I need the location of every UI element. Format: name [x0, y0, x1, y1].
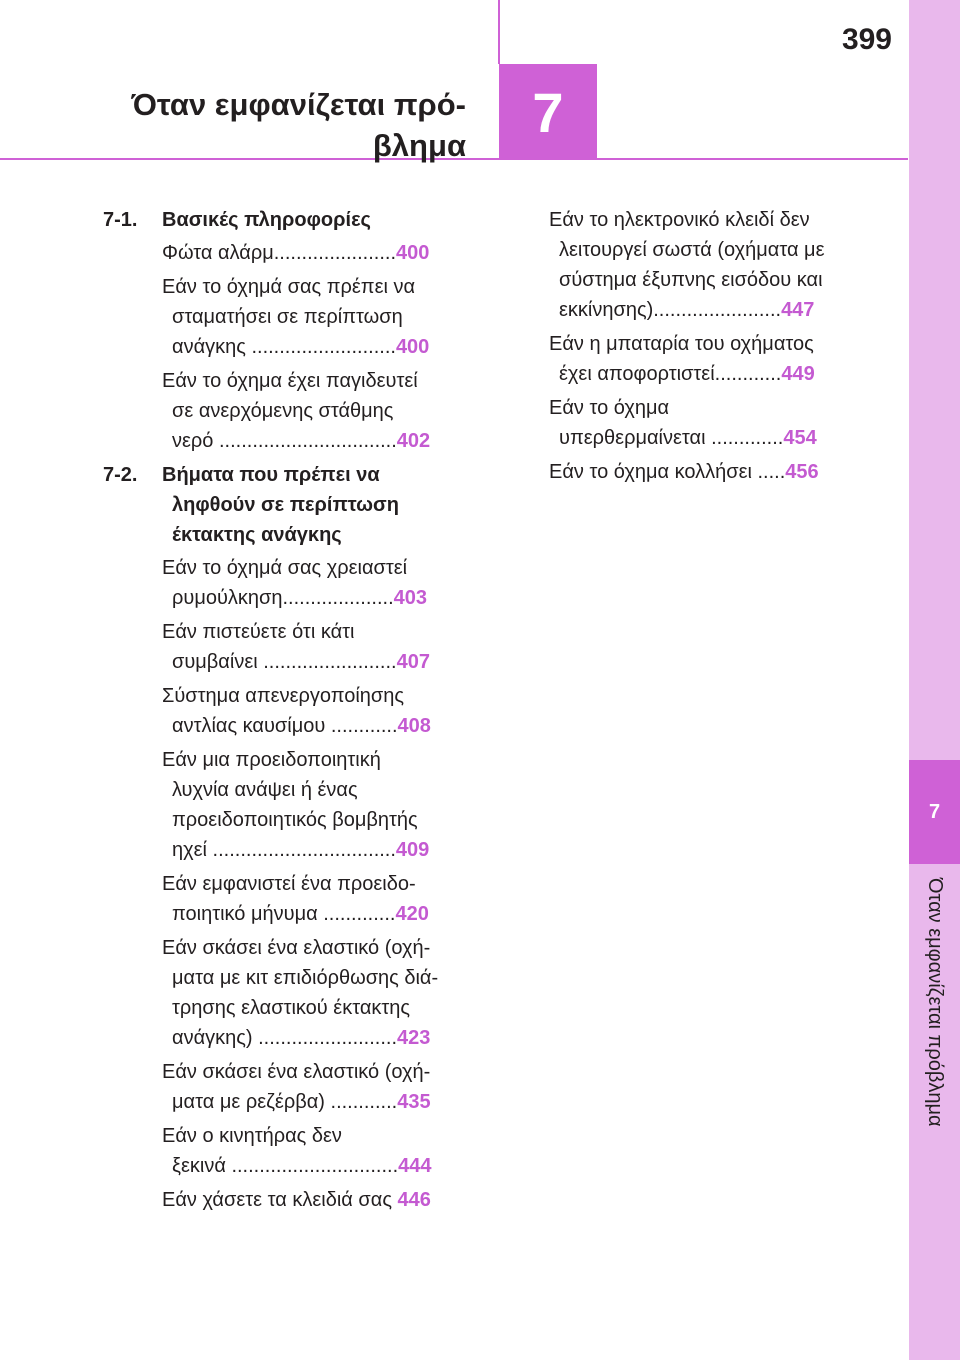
- toc-leader-dots: ............: [330, 1091, 398, 1113]
- toc-entry-text: ανάγκης: [172, 336, 252, 358]
- toc-entry-text: εκκίνησης): [559, 299, 654, 321]
- toc-entry-text: ηχεί: [172, 839, 213, 861]
- toc-entry-text: Εάν το όχημα κολλήσει: [549, 461, 758, 483]
- toc-entry-text: ανάγκης): [172, 1027, 259, 1049]
- toc-page-link[interactable]: 446: [397, 1189, 431, 1211]
- toc-page-link[interactable]: 403: [393, 587, 428, 609]
- toc-section-title: Βήματα που πρέπει να ληφθούν σε περίπτωση έκτακτης ανάγκης: [162, 464, 399, 546]
- toc-page-link[interactable]: 444: [398, 1155, 432, 1177]
- toc-entry-text: Εάν το όχημά σας χρειαστεί: [162, 557, 408, 579]
- toc-entry[interactable]: [162, 745, 463, 865]
- toc-left-column: [103, 205, 463, 1219]
- toc-entry[interactable]: [162, 617, 463, 677]
- toc-entry-text: Εάν το όχημα: [549, 397, 670, 419]
- toc-leader-dots: ................................: [218, 430, 397, 452]
- toc-section-heading: [103, 460, 463, 550]
- toc-entry-text: Εάν το ηλεκτρονικό κλειδί δεν: [549, 209, 810, 231]
- toc-entry-text: νερό: [172, 430, 219, 452]
- toc-entry-text: Εάν μια προειδοποιητική: [162, 749, 381, 771]
- toc-page-link[interactable]: 420: [395, 903, 429, 925]
- toc-entry-text: Εάν εμφανιστεί ένα προειδο-: [162, 873, 416, 895]
- toc-entry-text: ποιητικό μήνυμα: [172, 903, 324, 925]
- toc-leader-dots: .................................: [212, 839, 396, 861]
- toc-entry[interactable]: [549, 457, 849, 487]
- toc-entry[interactable]: [549, 205, 849, 325]
- toc-section-number: 7-1.: [103, 209, 138, 231]
- header-divider: [498, 0, 500, 64]
- toc-leader-dots: .....: [757, 461, 786, 483]
- toc-page-link[interactable]: 402: [396, 430, 431, 452]
- chapter-side-label: Όταν εμφανίζεται πρόβλημα: [924, 878, 946, 1127]
- toc-section-number: 7-2.: [103, 464, 138, 486]
- chapter-number-box: 7: [499, 64, 597, 160]
- toc-entry-text: υπερθερμαίνεται: [559, 427, 712, 449]
- toc-entry-text: αντλίας καυσίμου: [172, 715, 331, 737]
- toc-entry[interactable]: [549, 329, 849, 389]
- toc-entry[interactable]: [162, 553, 463, 613]
- toc-entry-text: έχει αποφορτιστεί: [559, 363, 715, 385]
- toc-leader-dots: ............: [714, 363, 782, 385]
- toc-page-link[interactable]: 456: [785, 461, 819, 483]
- toc-leader-dots: .......................: [653, 299, 782, 321]
- toc-entry[interactable]: [162, 681, 463, 741]
- toc-entry-text: σύστημα έξυπνης εισόδου και: [559, 269, 823, 291]
- toc-section-title: Βασικές πληροφορίες: [162, 209, 371, 231]
- toc-leader-dots: ............: [330, 715, 398, 737]
- toc-section-heading: [103, 205, 463, 235]
- toc-entry-text: ρυμούλκηση: [172, 587, 283, 609]
- chapter-title: [40, 84, 466, 166]
- toc-entry-text: Φώτα αλάρμ: [162, 242, 274, 264]
- toc-entry[interactable]: [162, 1057, 463, 1117]
- chapter-title-line-2: βλημα: [372, 128, 466, 163]
- chapter-title-line-1: Όταν εμφανίζεται πρό-: [131, 87, 466, 122]
- toc-entry-text: σε ανερχόμενης στάθμης: [172, 400, 394, 422]
- toc-right-column: [549, 205, 849, 491]
- chapter-side-tab: 7: [909, 760, 960, 864]
- toc-page-link[interactable]: 449: [781, 363, 815, 385]
- toc-entry[interactable]: [549, 393, 849, 453]
- toc-entry-text: σταματήσει σε περίπτωση: [172, 306, 403, 328]
- toc-entry-text: λυχνία ανάψει ή ένας: [172, 779, 358, 801]
- toc-entry-text: Εάν πιστεύετε ότι κάτι: [162, 621, 355, 643]
- toc-entry-text: συμβαίνει: [172, 651, 264, 673]
- toc-entry[interactable]: [162, 1185, 463, 1215]
- toc-entry[interactable]: [162, 366, 463, 456]
- toc-entry[interactable]: [162, 272, 463, 362]
- toc-leader-dots: ..........................: [251, 336, 396, 358]
- toc-entry-text: Σύστημα απενεργοποίησης: [162, 685, 405, 707]
- toc-page-link[interactable]: 423: [397, 1027, 431, 1049]
- toc-page-link[interactable]: 447: [781, 299, 815, 321]
- toc-entry-text: τρησης ελαστικού έκτακτης: [172, 997, 411, 1019]
- toc-leader-dots: ....................: [282, 587, 394, 609]
- toc-leader-dots: ......................: [273, 242, 396, 264]
- toc-leader-dots: ........................: [263, 651, 397, 673]
- toc-page-link[interactable]: 435: [397, 1091, 431, 1113]
- toc-entry-text: Εάν σκάσει ένα ελαστικό (οχή-: [162, 937, 431, 959]
- page-number: 399: [841, 23, 892, 56]
- toc-leader-dots: .........................: [258, 1027, 398, 1049]
- toc-entry[interactable]: [162, 933, 463, 1053]
- toc-entry-text: Εάν σκάσει ένα ελαστικό (οχή-: [162, 1061, 431, 1083]
- toc-entry-text: Εάν χάσετε τα κλειδιά σας: [162, 1189, 398, 1211]
- toc-entry-text: Εάν το όχημα έχει παγιδευτεί: [162, 370, 418, 392]
- toc-entry-text: ματα με ρεζέρβα): [172, 1091, 331, 1113]
- toc-entry-text: Εάν το όχημά σας πρέπει να: [162, 276, 416, 298]
- toc-entry-text: λειτουργεί σωστά (οχήματα με: [559, 239, 825, 261]
- toc-entry-text: ματα με κιτ επιδιόρθωσης διά-: [172, 967, 439, 989]
- toc-entry-text: ξεκινά: [172, 1155, 232, 1177]
- toc-entry-text: Εάν ο κινητήρας δεν: [162, 1125, 342, 1147]
- toc-entry-text: Εάν η μπαταρία του οχήματος: [549, 333, 814, 355]
- toc-page-link[interactable]: 454: [783, 427, 817, 449]
- toc-page-link[interactable]: 408: [397, 715, 431, 737]
- toc-entry-text: προειδοποιητικός βομβητής: [172, 809, 418, 831]
- toc-entry[interactable]: [162, 1121, 463, 1181]
- toc-entry[interactable]: [162, 869, 463, 929]
- toc-leader-dots: .............: [323, 903, 396, 925]
- toc-leader-dots: ..............................: [231, 1155, 399, 1177]
- toc-leader-dots: .............: [711, 427, 784, 449]
- toc-entry[interactable]: [162, 238, 463, 268]
- toc-page-link[interactable]: 400: [396, 242, 430, 264]
- toc-page-link[interactable]: 407: [396, 651, 430, 673]
- toc-page-link[interactable]: 400: [395, 336, 430, 358]
- toc-page-link[interactable]: 409: [395, 839, 430, 861]
